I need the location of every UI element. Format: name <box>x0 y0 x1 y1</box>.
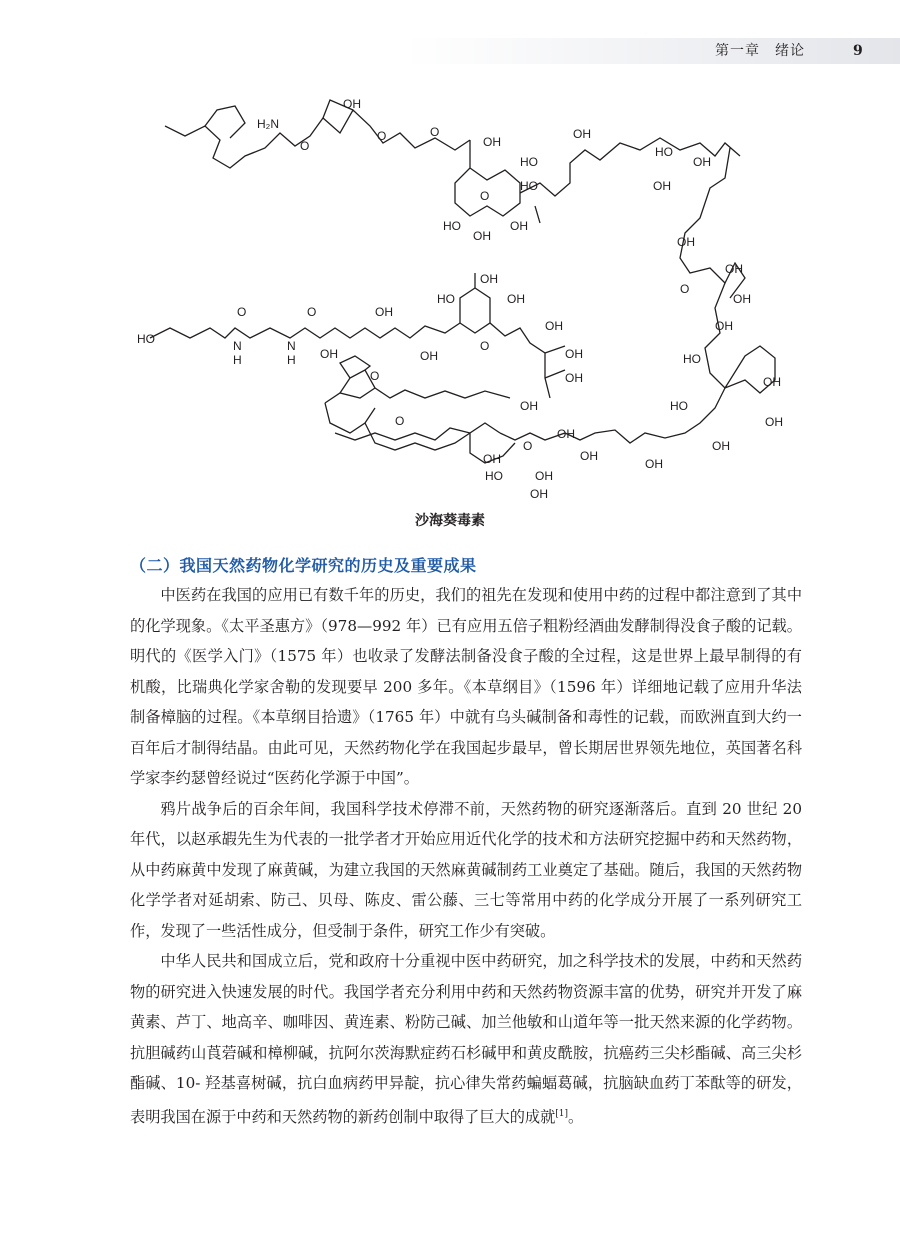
hydroxyl-label: OH <box>530 487 548 501</box>
hydroxyl-label: OH <box>765 415 783 429</box>
reference-mark[interactable]: [1] <box>555 1108 568 1119</box>
body-text <box>130 580 802 1132</box>
hydroxyl-label: HO <box>137 332 155 346</box>
oxygen-label: O <box>300 139 310 153</box>
figure-caption: 沙海葵毒素 <box>415 513 485 529</box>
oxygen-label: O <box>377 129 387 143</box>
nitrogen-h-label: H <box>233 353 242 367</box>
section-heading: （二）我国天然药物化学研究的历史及重要成果 <box>130 556 477 575</box>
nitrogen-label: N <box>233 339 242 353</box>
hydroxyl-label: OH <box>565 371 583 385</box>
hydroxyl-label: OH <box>320 347 338 361</box>
hydroxyl-label: OH <box>763 375 781 389</box>
hydroxyl-label: HO <box>655 145 673 159</box>
oxygen-label: O <box>680 282 690 296</box>
oxygen-label: O <box>237 305 247 319</box>
hydroxyl-label: HO <box>683 352 701 366</box>
oxygen-label: O <box>480 189 490 203</box>
hydroxyl-label: OH <box>725 262 743 276</box>
hydroxyl-label: OH <box>483 452 501 466</box>
hydroxyl-label: OH <box>565 347 583 361</box>
paragraph: 中医药在我国的应用已有数千年的历史，我们的祖先在发现和使用中药的过程中都注意到了其中的化学现象。《太平圣惠方》（978—992 年）已有应用五倍子粗粉经酒曲发酵制得没食子酸的记载。明代的《医学入门》（1575 年）也收录了发酵法制备没食子酸的全过程，这是世界上最早制得的有机酸，比瑞典化学家舍勒的发现要早 200 多年。《本草纲目》（1596 年）详细地记载了应用升华法制备樟脑的过程。《本草纲目拾遗》（1765 年）中就有乌头碱制备和毒性的记载，而欧洲直到大约一百年后才制得结晶。由此可见，天然药物化学在我国起步最早，曾长期居世界领先地位，英国著名科学家李约瑟曾经说过“医药化学源于中国”。 <box>130 586 802 787</box>
paragraph <box>130 946 802 1132</box>
page-number: 9 <box>853 43 863 59</box>
oxygen-label: O <box>395 414 405 428</box>
hydroxyl-label: OH <box>535 469 553 483</box>
hydroxyl-label: OH <box>645 457 663 471</box>
hydroxyl-label: OH <box>573 127 591 141</box>
hydroxyl-label: HO <box>485 469 503 483</box>
paragraph-text: 中华人民共和国成立后，党和政府十分重视中医中药研究，加之科学技术的发展，中药和天然药物的研究进入快速发展的时代。我国学者充分利用中药和天然药物资源丰富的优势，研究并开发了麻黄素、芦丁、地高辛、咖啡因、黄连素、粉防己碱、加兰他敏和山道年等一批天然来源的化学药物。抗胆碱药山莨菪碱和樟柳碱，抗阿尔茨海默症药石杉碱甲和黄皮酰胺，抗癌药三尖杉酯碱、高三尖杉酯碱、10- 羟基喜树碱，抗白血病药甲异靛，抗心律失常药蝙蝠葛碱，抗脑缺血药丁苯酞等的研发，表明我国在源于中药和天然药物的新药创制中取得了巨大的成就 <box>130 952 802 1126</box>
hydroxyl-label: OH <box>557 427 575 441</box>
paragraph-end: 。 <box>568 1107 584 1126</box>
hydroxyl-label: OH <box>733 292 751 306</box>
hydroxyl-label: OH <box>343 97 361 111</box>
hydroxyl-label: OH <box>693 155 711 169</box>
hydroxyl-label: HO <box>670 399 688 413</box>
oxygen-label: O <box>523 439 533 453</box>
hydroxyl-label: OH <box>653 179 671 193</box>
hydroxyl-label: OH <box>473 229 491 243</box>
paragraph: 鸦片战争后的百余年间，我国科学技术停滞不前，天然药物的研究逐渐落后。直到 20 世纪 20 年代，以赵承嘏先生为代表的一批学者才开始应用近代化学的技术和方法研究挖掘中药和天然药物，从中药麻黄中发现了麻黄碱，为建立我国的天然麻黄碱制药工业奠定了基础。随后，我国的天然药物化学学者对延胡索、防己、贝母、陈皮、雷公藤、三七等常用中药的化学成分开展了一系列研究工作，发现了一些活性成分，但受制于条件，研究工作少有突破。 <box>130 799 802 940</box>
oxygen-label: O <box>480 339 490 353</box>
hydroxyl-label: OH <box>420 349 438 363</box>
oxygen-label: O <box>307 305 317 319</box>
hydroxyl-label: OH <box>520 399 538 413</box>
running-header-chapter: 第一章 绪论 <box>715 43 805 59</box>
hydroxyl-label: OH <box>677 235 695 249</box>
oxygen-label: O <box>430 125 440 139</box>
structure-figure <box>125 88 815 508</box>
hydroxyl-label: OH <box>480 272 498 286</box>
hydroxyl-label: OH <box>580 449 598 463</box>
hydroxyl-label: OH <box>545 319 563 333</box>
hydroxyl-label: HO <box>520 179 538 193</box>
amine-label: H₂N <box>257 117 279 131</box>
oxygen-label: O <box>370 369 380 383</box>
hydroxyl-label: OH <box>712 439 730 453</box>
hydroxyl-label: HO <box>437 292 455 306</box>
hydroxyl-label: OH <box>507 292 525 306</box>
hydroxyl-label: HO <box>520 155 538 169</box>
hydroxyl-label: OH <box>483 135 501 149</box>
hydroxyl-label: OH <box>715 319 733 333</box>
hydroxyl-label: OH <box>375 305 393 319</box>
nitrogen-h-label: H <box>287 353 296 367</box>
hydroxyl-label: HO <box>443 219 461 233</box>
hydroxyl-label: OH <box>510 219 528 233</box>
nitrogen-label: N <box>287 339 296 353</box>
